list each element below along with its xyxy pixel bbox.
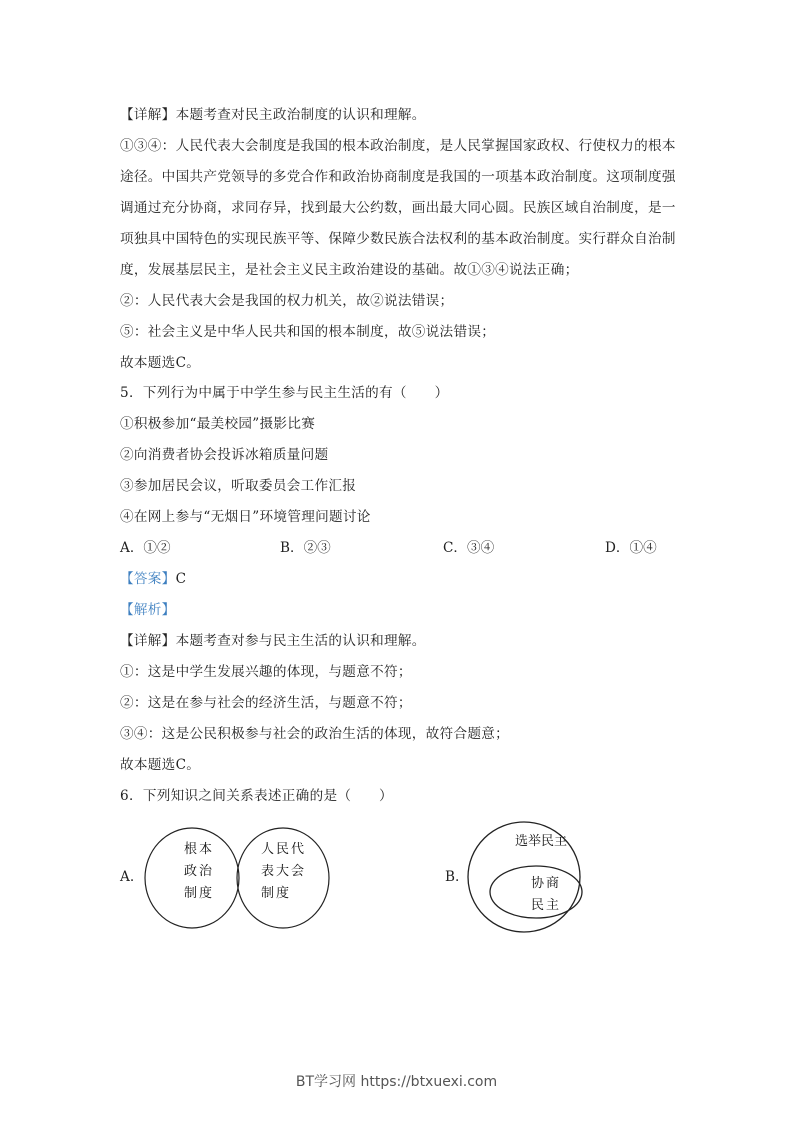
q4-detail: 【详解】本题考查对民主政治制度的认识和理解。	[120, 107, 426, 123]
q5-answer	[120, 570, 186, 588]
answer-label: 【答案】	[120, 571, 176, 587]
q5-item: ①积极参加“最美校园”摄影比赛	[120, 416, 316, 432]
ellipse-text-line: 协商	[531, 876, 562, 891]
circle-text-line: 人民代	[261, 842, 307, 857]
circle-text-line: 根本	[184, 842, 215, 857]
q4-line: 项独具中国特色的实现民族平等、保障少数民族合法权利的基本政治制度。实行群众自治制	[120, 231, 676, 247]
q5-analysis-label: 【解析】	[120, 602, 176, 618]
q5-option-c: C．③④	[443, 540, 495, 556]
q5-line: 故本题选C。	[120, 757, 201, 773]
answer-value: C	[175, 571, 187, 587]
q6-option-a-label: A.	[120, 869, 135, 885]
q4-line: 途径。中国共产党领导的多党合作和政治协商制度是我国的一项基本政治制度。这项制度强	[120, 169, 676, 185]
q5-item: ③参加居民会议，听取委员会工作汇报	[120, 478, 357, 494]
q5-item: ④在网上参与“无烟日”环境管理问题讨论	[120, 509, 371, 525]
q4-line: 调通过充分协商，求同存异，找到最大公约数，画出最大同心圆。民族区域自治制度，是一	[120, 200, 676, 216]
circle-text-line: 表大会	[261, 864, 307, 879]
q4-line: ①③④：人民代表大会制度是我国的根本政治制度，是人民掌握国家政权、行使权力的根本	[120, 138, 676, 154]
q5-option-d: D．①④	[605, 540, 657, 556]
circle-text-line: 制度	[261, 886, 292, 901]
circle-text-line: 制度	[184, 886, 215, 901]
q6-option-a-diagram	[140, 822, 340, 934]
q4-line: ⑤：社会主义是中华人民共和国的根本制度，故⑤说法错误；	[120, 324, 496, 340]
q6-option-b-label: B.	[445, 869, 460, 885]
q5-item: ②向消费者协会投诉冰箱质量问题	[120, 447, 329, 463]
q5-option-b: B．②③	[280, 540, 331, 556]
q5-detail: 【详解】本题考查对参与民主生活的认识和理解。	[120, 633, 426, 649]
q6-stem: 6．下列知识之间关系表述正确的是（ ）	[120, 788, 393, 804]
q5-line: ③④：这是公民积极参与社会的政治生活的体现，故符合题意；	[120, 726, 510, 742]
q5-stem: 5．下列行为中属于中学生参与民主生活的有（ ）	[120, 385, 449, 401]
right-circle-text	[261, 839, 306, 905]
inner-ellipse-text	[531, 873, 561, 917]
circle-text-line: 政治	[184, 864, 215, 879]
q4-line: ②：人民代表大会是我国的权力机关，故②说法错误；	[120, 293, 454, 309]
q5-line: ②：这是在参与社会的经济生活，与题意不符；	[120, 695, 412, 711]
left-circle-text	[184, 839, 214, 905]
q4-line: 故本题选C。	[120, 355, 201, 371]
ellipse-text-line: 民主	[531, 898, 562, 913]
footer-watermark: BT学习网 https://btxuexi.com	[295, 1074, 498, 1090]
outer-ellipse-text: 选举民主	[515, 834, 568, 849]
q4-line: 度，发展基层民主，是社会主义民主政治建设的基础。故①③④说法正确；	[120, 262, 579, 278]
q5-option-a: A．①②	[120, 540, 171, 556]
q5-line: ①：这是中学生发展兴趣的体现，与题意不符；	[120, 664, 412, 680]
